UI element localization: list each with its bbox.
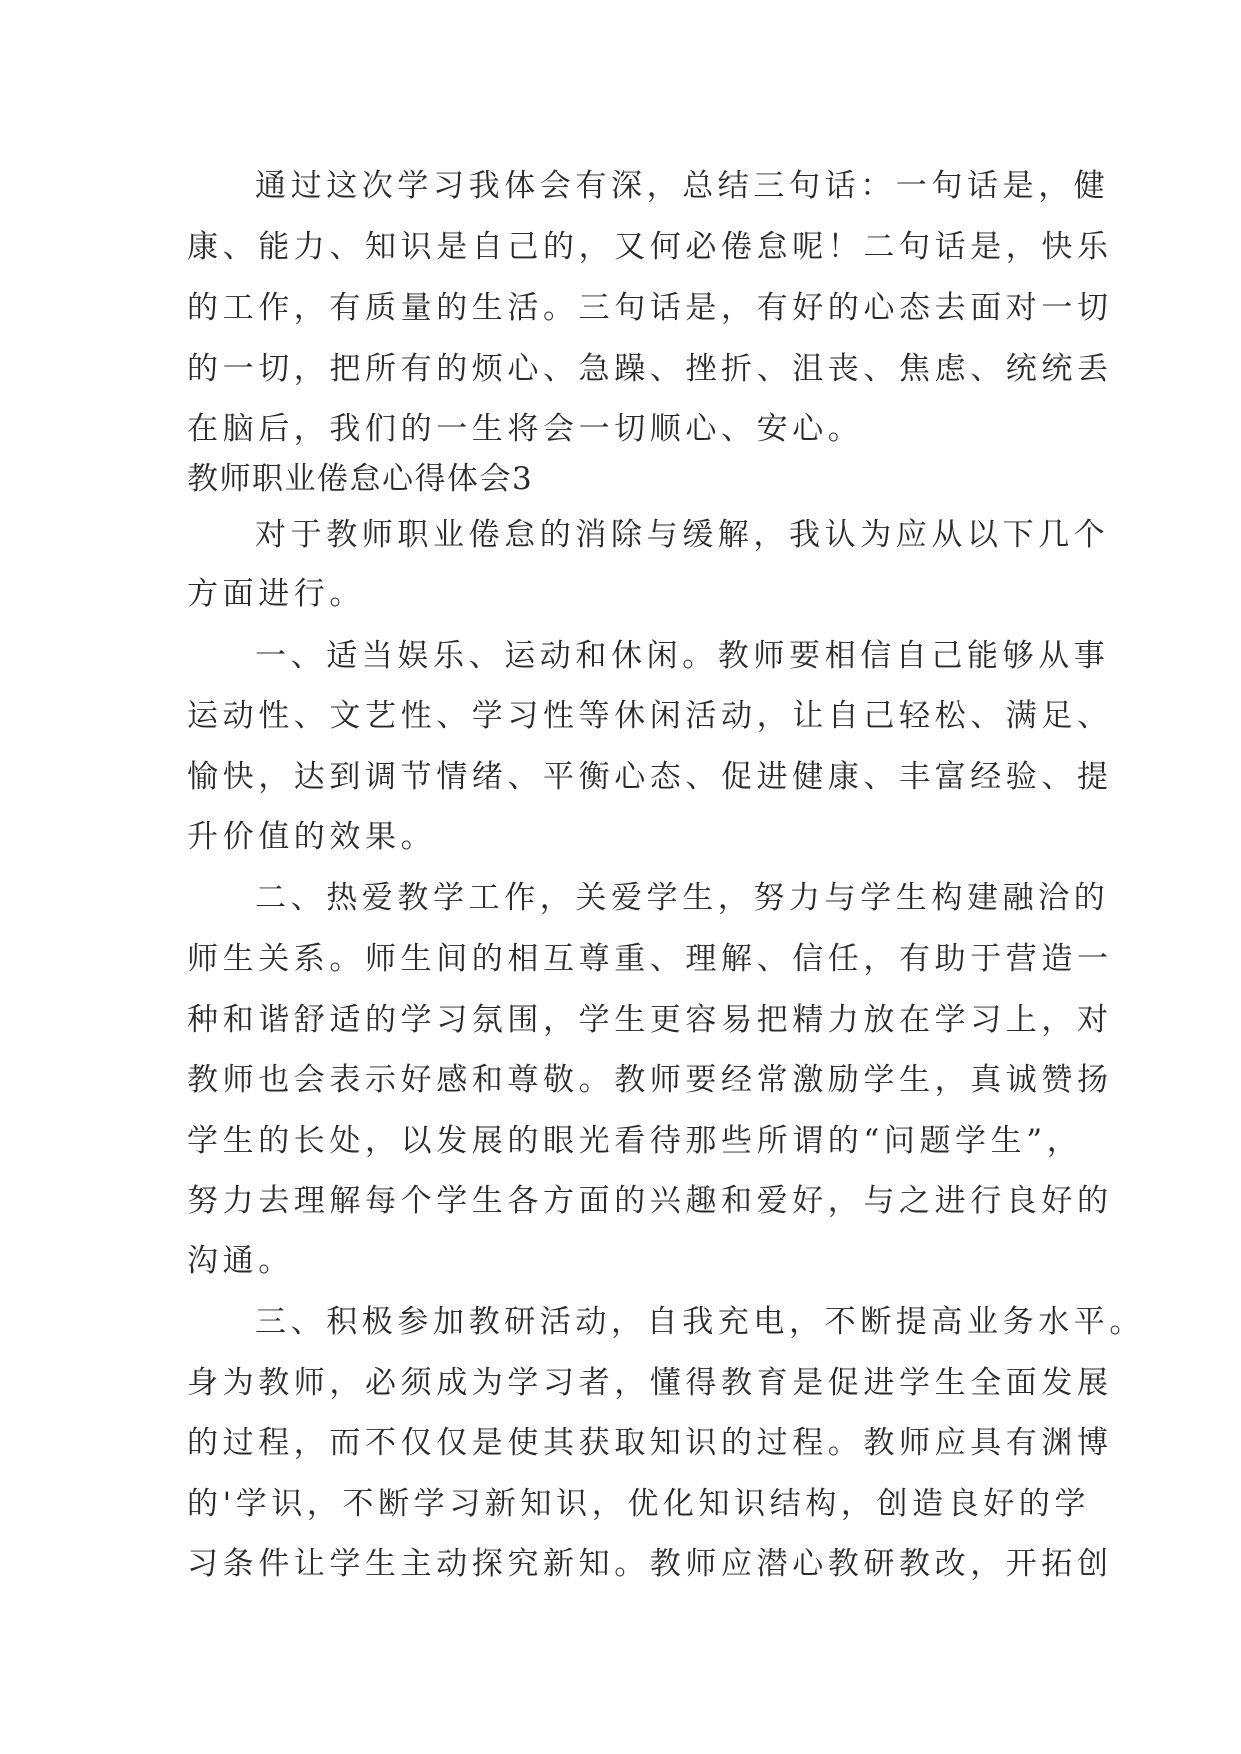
paragraph-line: 愉快，达到调节情绪、平衡心态、促进健康、丰富经验、提: [187, 759, 1113, 795]
paragraph-line: 种和谐舒适的学习氛围，学生更容易把精力放在学习上，对: [187, 1002, 1113, 1038]
paragraph-line: 运动性、文艺性、学习性等休闲活动，让自己轻松、满足、: [187, 698, 1113, 734]
paragraph-line: 努力去理解每个学生各方面的兴趣和爱好，与之进行良好的: [187, 1183, 1113, 1219]
paragraph-line: 对于教师职业倦怠的消除与缓解，我认为应从以下几个: [255, 517, 1110, 553]
paragraph-line: 方面进行。: [187, 576, 365, 612]
paragraph-line: 升价值的效果。: [187, 819, 437, 855]
paragraph-line: 康、能力、知识是自己的，又何必倦怠呢！二句话是，快乐: [187, 229, 1113, 265]
paragraph-line: 的一切，把所有的烦心、急躁、挫折、沮丧、焦虑、统统丢: [187, 351, 1113, 387]
paragraph-line: 三、积极参加教研活动，自我充电，不断提高业务水平。: [255, 1304, 1145, 1340]
paragraph-line: 的'学识，不断学习新知识，优化知识结构，创造良好的学: [187, 1486, 1091, 1522]
paragraph-line: 通过这次学习我体会有深，总结三句话：一句话是，健: [255, 168, 1110, 204]
paragraph-line: 一、适当娱乐、运动和休闲。教师要相信自己能够从事: [255, 638, 1110, 674]
paragraph-line: 习条件让学生主动探究新知。教师应潜心教研教改，开拓创: [187, 1546, 1113, 1582]
paragraph-line: 在脑后，我们的一生将会一切顺心、安心。: [187, 411, 864, 447]
paragraph-line: 师生关系。师生间的相互尊重、理解、信任，有助于营造一: [187, 941, 1113, 977]
paragraph-line: 身为教师，必须成为学习者，懂得教育是促进学生全面发展: [187, 1365, 1113, 1401]
paragraph-line: 学生的长处，以发展的眼光看待那些所谓的“问题学生”，: [187, 1123, 1083, 1159]
paragraph-line: 教师也会表示好感和尊敬。教师要经常激励学生，真诚赞扬: [187, 1062, 1113, 1098]
paragraph-line: 的工作，有质量的生活。三句话是，有好的心态去面对一切: [187, 290, 1113, 326]
paragraph-line: 的过程，而不仅仅是使其获取知识的过程。教师应具有渊博: [187, 1425, 1113, 1461]
paragraph-line: 沟通。: [187, 1243, 294, 1279]
paragraph-line: 二、热爱教学工作，关爱学生，努力与学生构建融洽的: [255, 880, 1110, 916]
section-heading: 教师职业倦怠心得体会3: [187, 461, 534, 497]
